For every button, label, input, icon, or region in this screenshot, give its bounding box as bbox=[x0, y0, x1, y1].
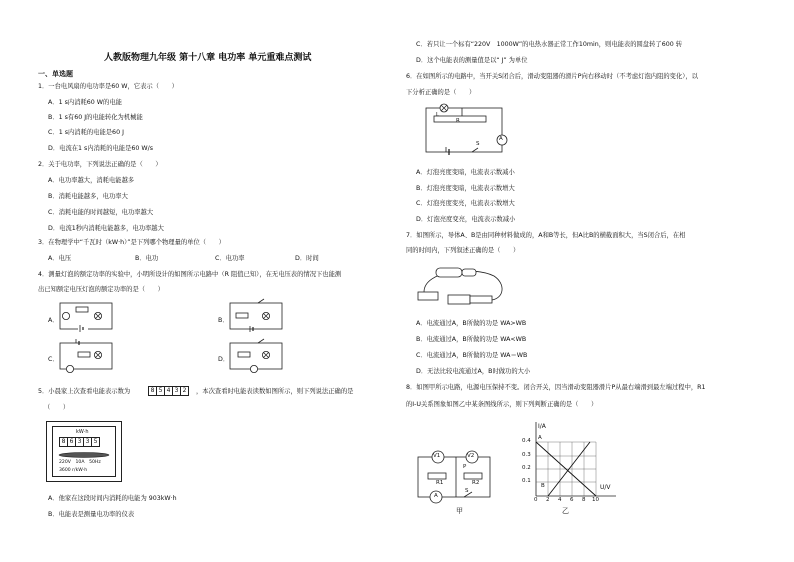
q4-circuit-b bbox=[228, 299, 288, 333]
q6-lamp-label: L bbox=[436, 112, 440, 118]
q4-stem-line1: 4．测量灯泡的额定功率的实验中，小明所设计的如图所示电路中（R 阻值已知），在无电压表的情况下也能测 bbox=[38, 271, 342, 278]
q8-x-tick-2: 2 bbox=[546, 497, 550, 503]
q8-x-tick-0: 0 bbox=[534, 497, 538, 503]
q4-label-b: B． bbox=[218, 317, 229, 324]
q8-graph-line-b: B bbox=[541, 483, 545, 489]
q6-switch-label: S bbox=[476, 141, 480, 147]
q7-stem-line2: 同的时间内，下列叙述正确的是（ ） bbox=[406, 247, 520, 254]
q6-ammeter-label: A bbox=[499, 136, 503, 142]
meter-disc bbox=[57, 451, 111, 459]
q4-label-d: D． bbox=[218, 356, 230, 363]
q8-x-tick-4: 4 bbox=[558, 497, 562, 503]
meter-spec-1: 220V 10A 50Hz bbox=[59, 460, 101, 465]
q8-y-tick-02: 0.2 bbox=[522, 465, 531, 471]
meter-spec-2: 3600 r/kW·h bbox=[59, 468, 88, 473]
q8-y-tick-03: 0.3 bbox=[522, 452, 531, 458]
q6-rheostat-label: R bbox=[456, 118, 460, 124]
q4-stem-line2: 出已知额定电压灯泡的额定功率的是（ ） bbox=[38, 286, 164, 293]
q2-option-d: D．电流1秒内消耗电能越多，电功率越大 bbox=[48, 225, 164, 232]
q5-prev-reading: 8 5 4 3 2 bbox=[148, 386, 188, 396]
q8-v2-label: V2 bbox=[467, 453, 475, 459]
q8-x-tick-6: 6 bbox=[570, 497, 574, 503]
q5-stem-b: ，本次查看时电能表读数如图所示，则下列说法正确的是 bbox=[196, 388, 354, 395]
q4-label-a: A． bbox=[48, 317, 59, 324]
q7-stem-line1: 7．如图所示，导体A、B是由同种材料做成的，A和B等长，但A比B的横截面积大，当S闭合后，在相 bbox=[406, 232, 686, 239]
q6-option-d: D．灯泡亮度变亮，电流表示数减小 bbox=[416, 216, 516, 223]
q3-stem: 3．在物理学中“千瓦时（kW·h）”是下列哪个物理量的单位（ ） bbox=[38, 239, 225, 246]
q3-option-b: B．电功 bbox=[135, 255, 159, 262]
meter-reading: 8 6 3 3 5 bbox=[59, 437, 99, 447]
q6-option-a: A．灯泡亮度变暗，电流表示数减小 bbox=[416, 169, 515, 176]
q8-label-jia: 甲 bbox=[456, 507, 463, 515]
q1-option-d: D．电流在1 s内消耗的电能是60 W/s bbox=[48, 145, 154, 152]
q7-circuit bbox=[414, 262, 506, 310]
energy-meter bbox=[46, 421, 122, 482]
meter-face bbox=[52, 426, 116, 477]
q1-option-c: C．1 s内消耗的电能是60 J bbox=[48, 129, 124, 136]
q6-stem-line1: 6．在如图所示的电路中，当开关S闭合后，滑动变阻器的滑片P向右移动时（不考虑灯泡内阻的变化），以 bbox=[406, 73, 699, 80]
q8-y-tick-01: 0.1 bbox=[522, 478, 531, 484]
q8-ammeter-label: A bbox=[434, 493, 438, 499]
q8-stem-line2: 的I-U关系图象如图乙中某条图线所示，则下列判断正确的是（ ） bbox=[406, 401, 598, 408]
q5-stem-a: 5．小晨家上次查看电能表示数为 bbox=[38, 388, 131, 395]
q8-p-label: P bbox=[463, 464, 467, 470]
q6-option-b: B．灯泡亮度变暗，电流表示数增大 bbox=[416, 185, 515, 192]
q4-circuit-a bbox=[58, 301, 118, 333]
q4-circuit-d bbox=[228, 339, 288, 373]
q8-x-tick-10: 10 bbox=[592, 497, 599, 503]
q2-stem: 2．关于电功率，下列说法正确的是（ ） bbox=[38, 161, 162, 168]
q8-v1-label: V1 bbox=[433, 453, 441, 459]
q8-y-tick-04: 0.4 bbox=[522, 438, 531, 444]
right-column bbox=[400, 0, 794, 562]
q5-option-a: A．他家在这段时间内消耗的电能为 903kW·h bbox=[48, 495, 177, 502]
q1-option-b: B．1 s有60 J的电能转化为机械能 bbox=[48, 114, 143, 121]
q8-graph-line-a: A bbox=[538, 435, 542, 441]
q8-r2-label: R2 bbox=[472, 480, 480, 486]
section-heading: 一、单选题 bbox=[38, 70, 73, 78]
page-title: 人教版物理九年级 第十八章 电功率 单元重难点测试 bbox=[104, 53, 312, 63]
q3-option-a: A．电压 bbox=[48, 255, 72, 262]
q8-label-yi: 乙 bbox=[562, 507, 569, 515]
q8-graph-axis-y: I/A bbox=[538, 423, 546, 430]
q8-r1-label: R1 bbox=[436, 480, 444, 486]
q5-option-d: D．这个电能表的测量值是以“ J” 为单位 bbox=[416, 57, 528, 64]
q5-option-b: B．电能表是测量电功率的仪表 bbox=[48, 511, 135, 518]
q6-stem-line2: 下分析正确的是（ ） bbox=[406, 89, 476, 96]
q7-option-c: C．电流通过A，B所做的功是 WA＝WB bbox=[416, 352, 528, 359]
q2-option-c: C．消耗电能的时间越短，电功率越大 bbox=[48, 209, 154, 216]
q7-option-b: B．电流通过A，B所做的功是 WA<WB bbox=[416, 336, 527, 343]
q5-option-c: C．若只让一个标有“220V 1000W”的电热水器正常工作10min，则电能表的圆盘转了600 转 bbox=[416, 41, 683, 48]
q7-option-d: D．无法比较电流通过A，B时做功的大小 bbox=[416, 368, 531, 375]
q5-stem-line2: （ ） bbox=[44, 404, 70, 411]
meter-unit: kW·h bbox=[76, 429, 89, 435]
q8-stem-line1: 8．如图甲所示电路，电源电压保持不变。闭合开关，因当滑动变阻器滑片P从最右端滑到最左端过程中，R1 bbox=[406, 384, 706, 391]
q1-option-a: A．1 s内消耗60 W的电能 bbox=[48, 99, 122, 106]
q2-option-b: B．消耗电能越多，电功率大 bbox=[48, 193, 128, 200]
q3-option-d: D．时间 bbox=[295, 255, 319, 262]
q6-option-c: C．灯泡亮度变亮，电流表示数增大 bbox=[416, 200, 515, 207]
q8-x-tick-8: 8 bbox=[582, 497, 586, 503]
q1-stem: 1．一台电风扇的电功率是60 W，它表示（ ） bbox=[38, 83, 178, 90]
q4-label-c: C． bbox=[48, 356, 59, 363]
q2-option-a: A．电功率越大，消耗电能越多 bbox=[48, 177, 135, 184]
q8-circuit-jia bbox=[412, 445, 494, 501]
q8-switch-label: S bbox=[465, 488, 469, 494]
q7-option-a: A．电流通过A，B所做的功是 WA>WB bbox=[416, 320, 527, 327]
q3-option-c: C．电功率 bbox=[215, 255, 245, 262]
q6-circuit bbox=[422, 102, 512, 158]
q8-graph-axis-x: U/V bbox=[600, 484, 611, 491]
q4-circuit-c bbox=[58, 339, 118, 373]
